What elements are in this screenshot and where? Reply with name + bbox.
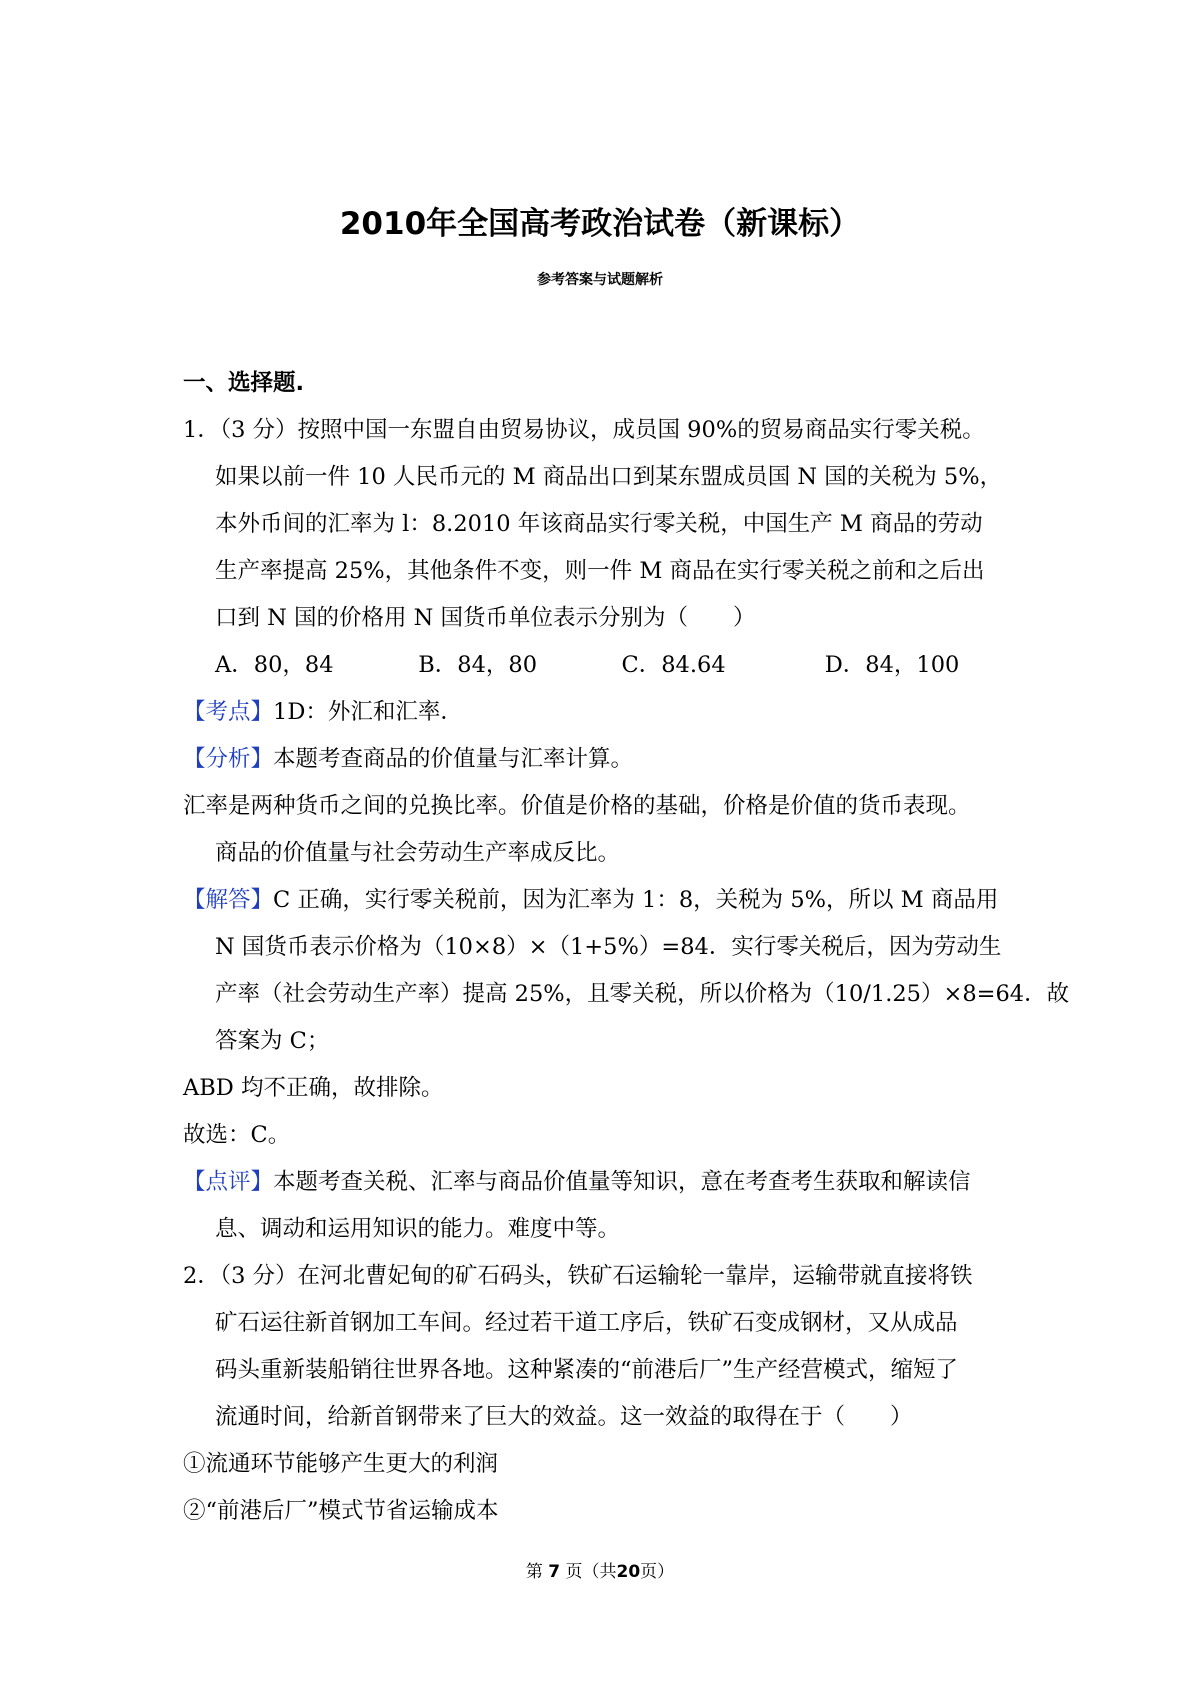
- q2-item: ①流通环节能够产生更大的利润: [183, 1451, 499, 1477]
- page-footer: [0, 1560, 1200, 1584]
- footer-page-number: 7: [548, 1562, 561, 1582]
- dianping-line: [183, 1159, 1028, 1206]
- q2-item: ②“前港后厂”模式节省运输成本: [183, 1498, 499, 1524]
- q1-stem-line: 生产率提高 25%，其他条件不变，则一件 M 商品在实行零关税之前和之后出: [215, 558, 985, 584]
- footer-suffix: 页）: [640, 1562, 675, 1582]
- jieda-text: C 正确，实行零关税前，因为汇率为 1：8，关税为 5%，所以 M 商品用: [273, 887, 999, 913]
- fenxi-tag: 【分析】: [183, 746, 274, 772]
- q1-stem-line: 如果以前一件 10 人民币元的 M 商品出口到某东盟成员国 N 国的关税为 5%，: [215, 464, 1003, 490]
- option-d: D．84，100: [824, 652, 960, 678]
- kaodian-tag: 【考点】: [183, 699, 274, 725]
- dianping-tag: 【点评】: [183, 1169, 274, 1195]
- q1-stem-line: 本外币间的汇率为 l：8.2010 年该商品实行零关税，中国生产 M 商品的劳动: [215, 511, 983, 537]
- choice-line: 故选：C。: [183, 1122, 291, 1148]
- jieda-line: [183, 877, 1028, 924]
- fenxi-body-line: 汇率是两种货币之间的兑换比率。价值是价格的基础，价格是价值的货币表现。: [183, 793, 971, 819]
- q2-stem-line: 流通时间，给新首钢带来了巨大的效益。这一效益的取得在于（ ）: [215, 1404, 913, 1430]
- page-subtitle: 参考答案与试题解析: [537, 272, 663, 288]
- q1-options: [183, 642, 1028, 689]
- jieda-body-line: 答案为 C；: [215, 1028, 330, 1054]
- fenxi-text: 本题考查商品的价值量与汇率计算。: [273, 746, 634, 772]
- kaodian-text: 1D：外汇和汇率．: [273, 699, 463, 725]
- option-a: A．80，84: [215, 652, 334, 678]
- footer-total-pages: 20: [616, 1562, 641, 1582]
- footer-middle: 页（共: [565, 1562, 617, 1582]
- option-c: C．84.64: [621, 652, 726, 678]
- jieda-body-line: N 国货币表示价格为（10×8）×（1+5%）=84．实行零关税后，因为劳动生: [215, 934, 1002, 960]
- jieda-tag: 【解答】: [183, 887, 274, 913]
- q1-stem-line: 1．（3 分）按照中国一东盟自由贸易协议，成员国 90%的贸易商品实行零关税。: [183, 417, 985, 443]
- document-body: [183, 360, 1070, 1535]
- dianping-text: 本题考查关税、汇率与商品价值量等知识，意在考查考生获取和解读信: [273, 1169, 971, 1195]
- option-b: B．84，80: [418, 652, 538, 678]
- fenxi-body-line: 商品的价值量与社会劳动生产率成反比。: [215, 840, 621, 866]
- abd-line: ABD 均不正确，故排除。: [183, 1075, 444, 1101]
- q2-stem-line: 码头重新装船销往世界各地。这种紧凑的“前港后厂”生产经营模式，缩短了: [215, 1357, 959, 1383]
- fenxi-line: [183, 736, 1028, 783]
- q2-stem-line: 2．（3 分）在河北曹妃甸的矿石码头，铁矿石运输轮一靠岸，运输带就直接将铁: [183, 1263, 973, 1289]
- page-title: 2010年全国高考政治试卷（新课标）: [339, 206, 861, 242]
- dianping-body-line: 息、调动和运用知识的能力。难度中等。: [215, 1216, 621, 1242]
- footer-prefix: 第: [525, 1562, 543, 1582]
- q1-stem-line: 口到 N 国的价格用 N 国货币单位表示分别为（ ）: [215, 605, 756, 631]
- section-heading: 一、选择题.: [183, 370, 305, 396]
- jieda-body-line: 产率（社会劳动生产率）提高 25%，且零关税，所以价格为（10/1.25）×8=64．故: [215, 981, 1070, 1007]
- kaodian-line: [183, 689, 1028, 736]
- q2-stem-line: 矿石运往新首钢加工车间。经过若干道工序后，铁矿石变成钢材，又从成品: [215, 1310, 958, 1336]
